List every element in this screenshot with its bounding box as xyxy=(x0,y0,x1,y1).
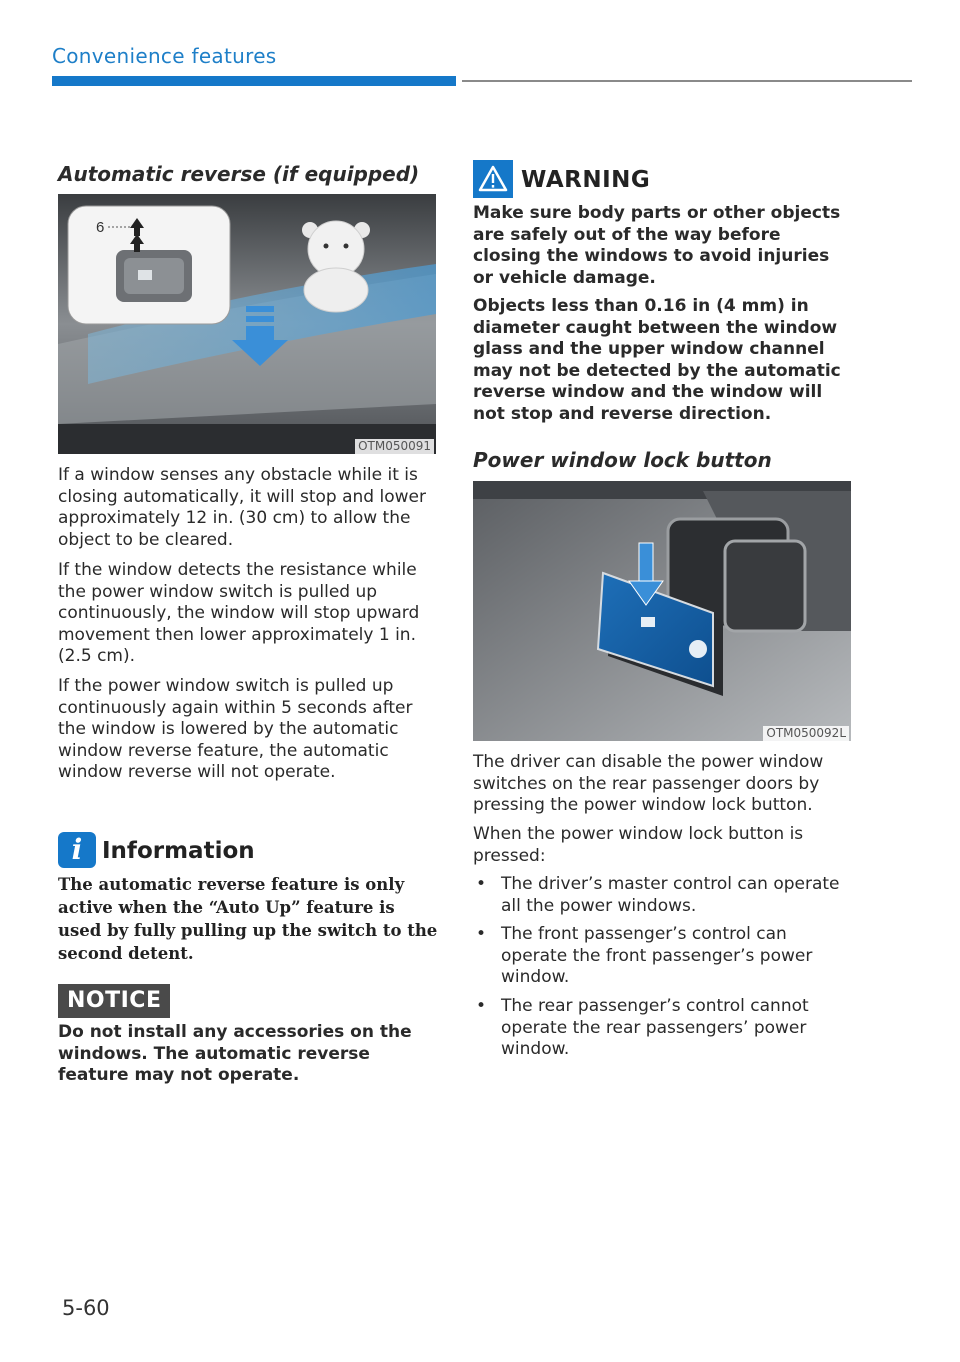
warning-icon xyxy=(473,160,513,198)
notice-badge: NOTICE xyxy=(58,984,170,1018)
power-window-lock-title: Power window lock button xyxy=(473,448,772,472)
automatic-reverse-title: Automatic reverse (if equipped) xyxy=(58,162,420,186)
lock-paragraph-2: When the power window lock button is pressed: xyxy=(473,824,804,866)
paragraph-1: If a window senses any obstacle while it is closing automatically, it will stop and lower approximately 12 in. (30 cm) to allow the object to be cleared. xyxy=(58,465,426,550)
bullet-item-3: • The rear passenger’s control cannot operate the rear passengers’ power window. xyxy=(476,996,809,1059)
section-header-title: Convenience features xyxy=(52,44,277,68)
warning-paragraph-2: Objects less than 0.16 in (4 mm) in diameter caught between the window glass and the upper window channel may not be detected by the automatic reverse window and the window will not stop and reverse direction. xyxy=(473,296,841,424)
paragraph-3: If the power window switch is pulled up continuously again within 5 seconds after the window is lowered by the automatic window reverse feature, the automatic window reverse will not operate. xyxy=(58,676,413,782)
bullet-item-2: • The front passenger’s control can operate the front passenger’s power window. xyxy=(476,924,813,987)
information-icon: i xyxy=(58,832,96,868)
warning-heading: WARNING xyxy=(521,167,651,193)
warning-paragraph-1: Make sure body parts or other objects are safely out of the way before closing the windows to avoid injuries or vehicle damage. xyxy=(473,203,841,288)
information-heading: Information xyxy=(102,838,255,864)
notice-text: Do not install any accessories on the windows. The automatic reverse feature may not operate. xyxy=(58,1022,412,1085)
inset-number-label: 6 xyxy=(96,219,105,236)
window-reverse-illustration xyxy=(58,194,436,454)
lock-paragraph-1: The driver can disable the power window switches on the rear passenger doors by pressing the power window lock button. xyxy=(473,752,824,815)
power-window-lock-figure xyxy=(473,481,851,741)
figure-code-label-2: OTM050092L xyxy=(763,726,849,741)
warning-triangle-icon xyxy=(473,160,513,198)
figure-code-label: OTM050091 xyxy=(355,439,434,454)
paragraph-2: If the window detects the resistance while the power window switch is pulled up continuously, the window will stop upward movement then lower approximately 1 in. (2.5 cm). xyxy=(58,560,420,666)
lock-button-illustration xyxy=(473,481,851,741)
automatic-reverse-figure xyxy=(58,194,436,454)
page-number: 5-60 xyxy=(62,1296,110,1320)
information-text: The automatic reverse feature is only active when the “Auto Up” feature is used by fully pulling up the switch to the second detent. xyxy=(58,875,438,963)
header-divider-line xyxy=(462,80,912,82)
header-accent-bar xyxy=(52,76,456,86)
bullet-item-1: • The driver’s master control can operate all the power windows. xyxy=(476,874,840,916)
